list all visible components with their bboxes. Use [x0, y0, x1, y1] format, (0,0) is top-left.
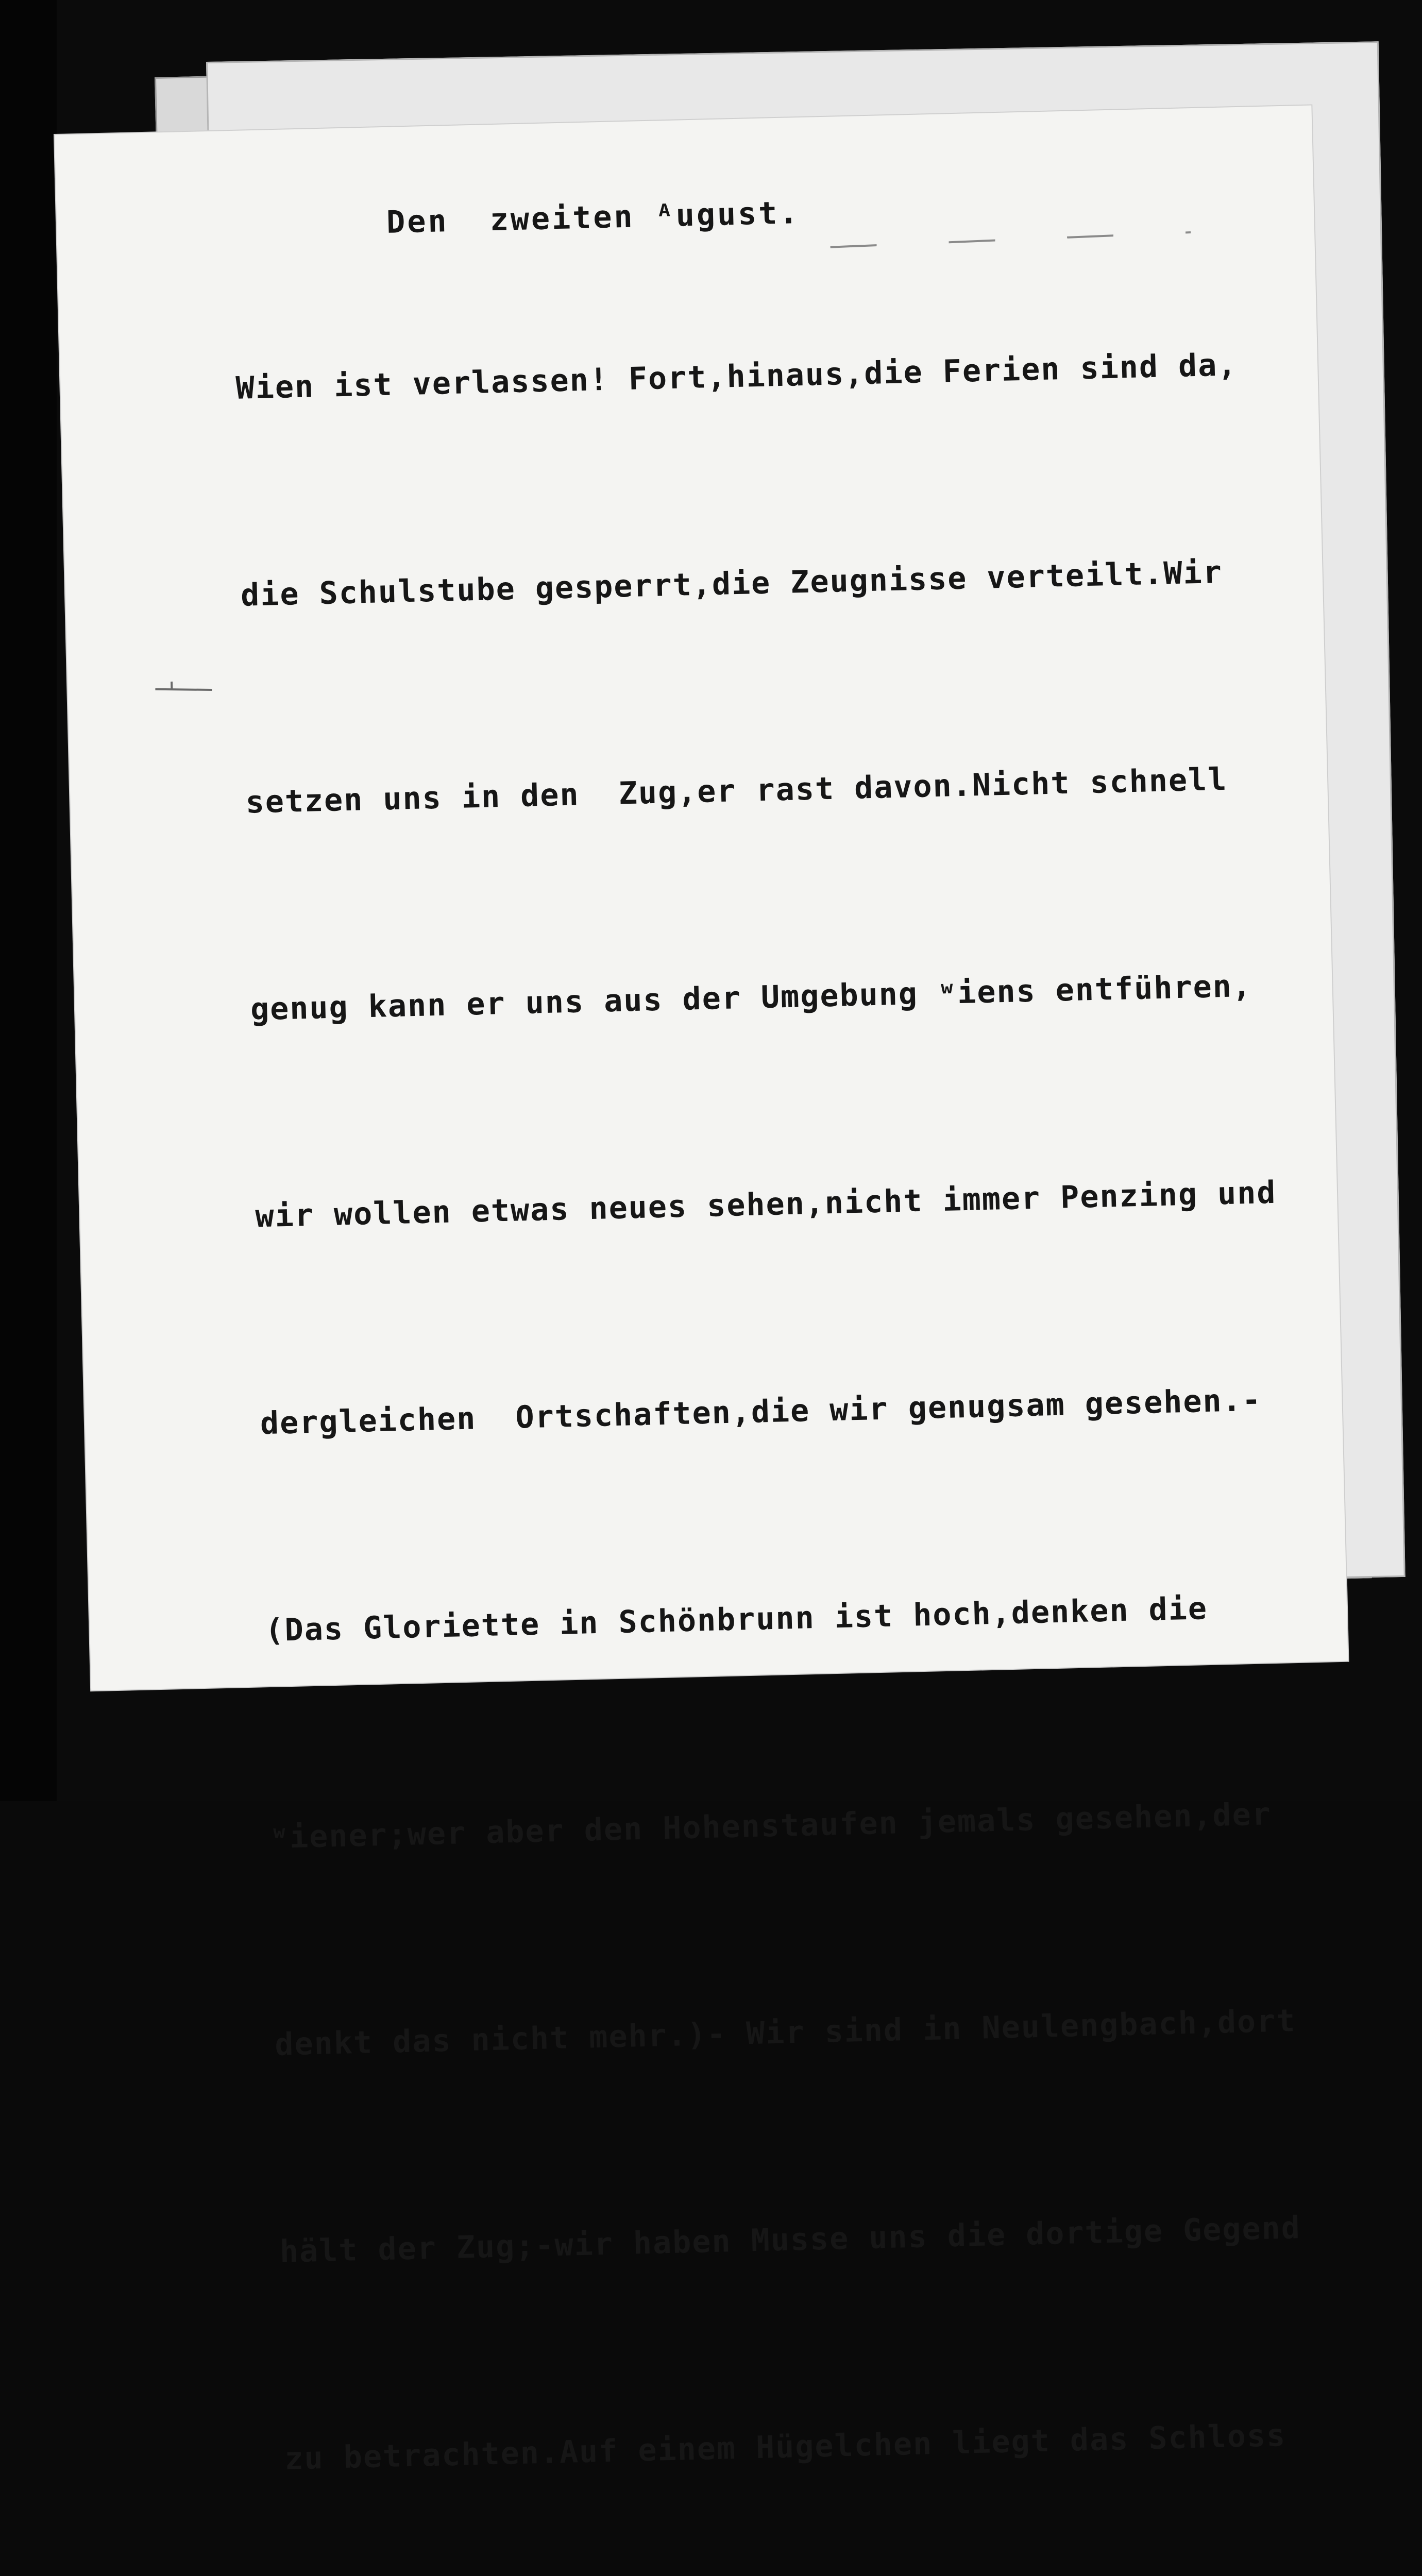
text-line: wir wollen etwas neues sehen,nicht immer Penzing und [255, 1174, 1277, 1235]
typed-body [232, 192, 1358, 2576]
margin-pencil-mark [155, 688, 212, 691]
text-line: die Schulstube gesperrt,die Zeugnisse verteilt.Wir [240, 554, 1223, 614]
text-line: Wien ist verlassen! Fort,hinaus,die Ferien sind da, [235, 347, 1238, 406]
margin-pencil-tick [171, 682, 173, 690]
scan-left-edge [0, 0, 57, 1801]
text-line: dergleichen Ortschaften,die wir genugsam gesehen.- [260, 1382, 1262, 1442]
text-line: genug kann er uns aus der Umgebung ʷiens entführen, [250, 968, 1252, 1028]
text-line: hält der Zug;-wir haben Musse uns die dortige Gegend [279, 2210, 1301, 2270]
text-line: (Das Gloriette in Schönbrunn ist hoch,denken die [264, 1590, 1208, 1649]
document-heading: Den zweiten ᴬugust. [386, 194, 801, 241]
text-line: zu betrachten.Auf einem Hügelchen liegt das Schloss [284, 2417, 1286, 2477]
text-line: ʷiener;wer aber den Hohenstaufen jemals gesehen,der [269, 1796, 1272, 1856]
text-line: denkt das nicht mehr.)- Wir sind in Neulengbach,dort [274, 2003, 1297, 2063]
typewritten-sheet [55, 106, 1348, 2477]
text-line: setzen uns in den Zug,er rast davon.Nicht schnell [245, 761, 1228, 821]
